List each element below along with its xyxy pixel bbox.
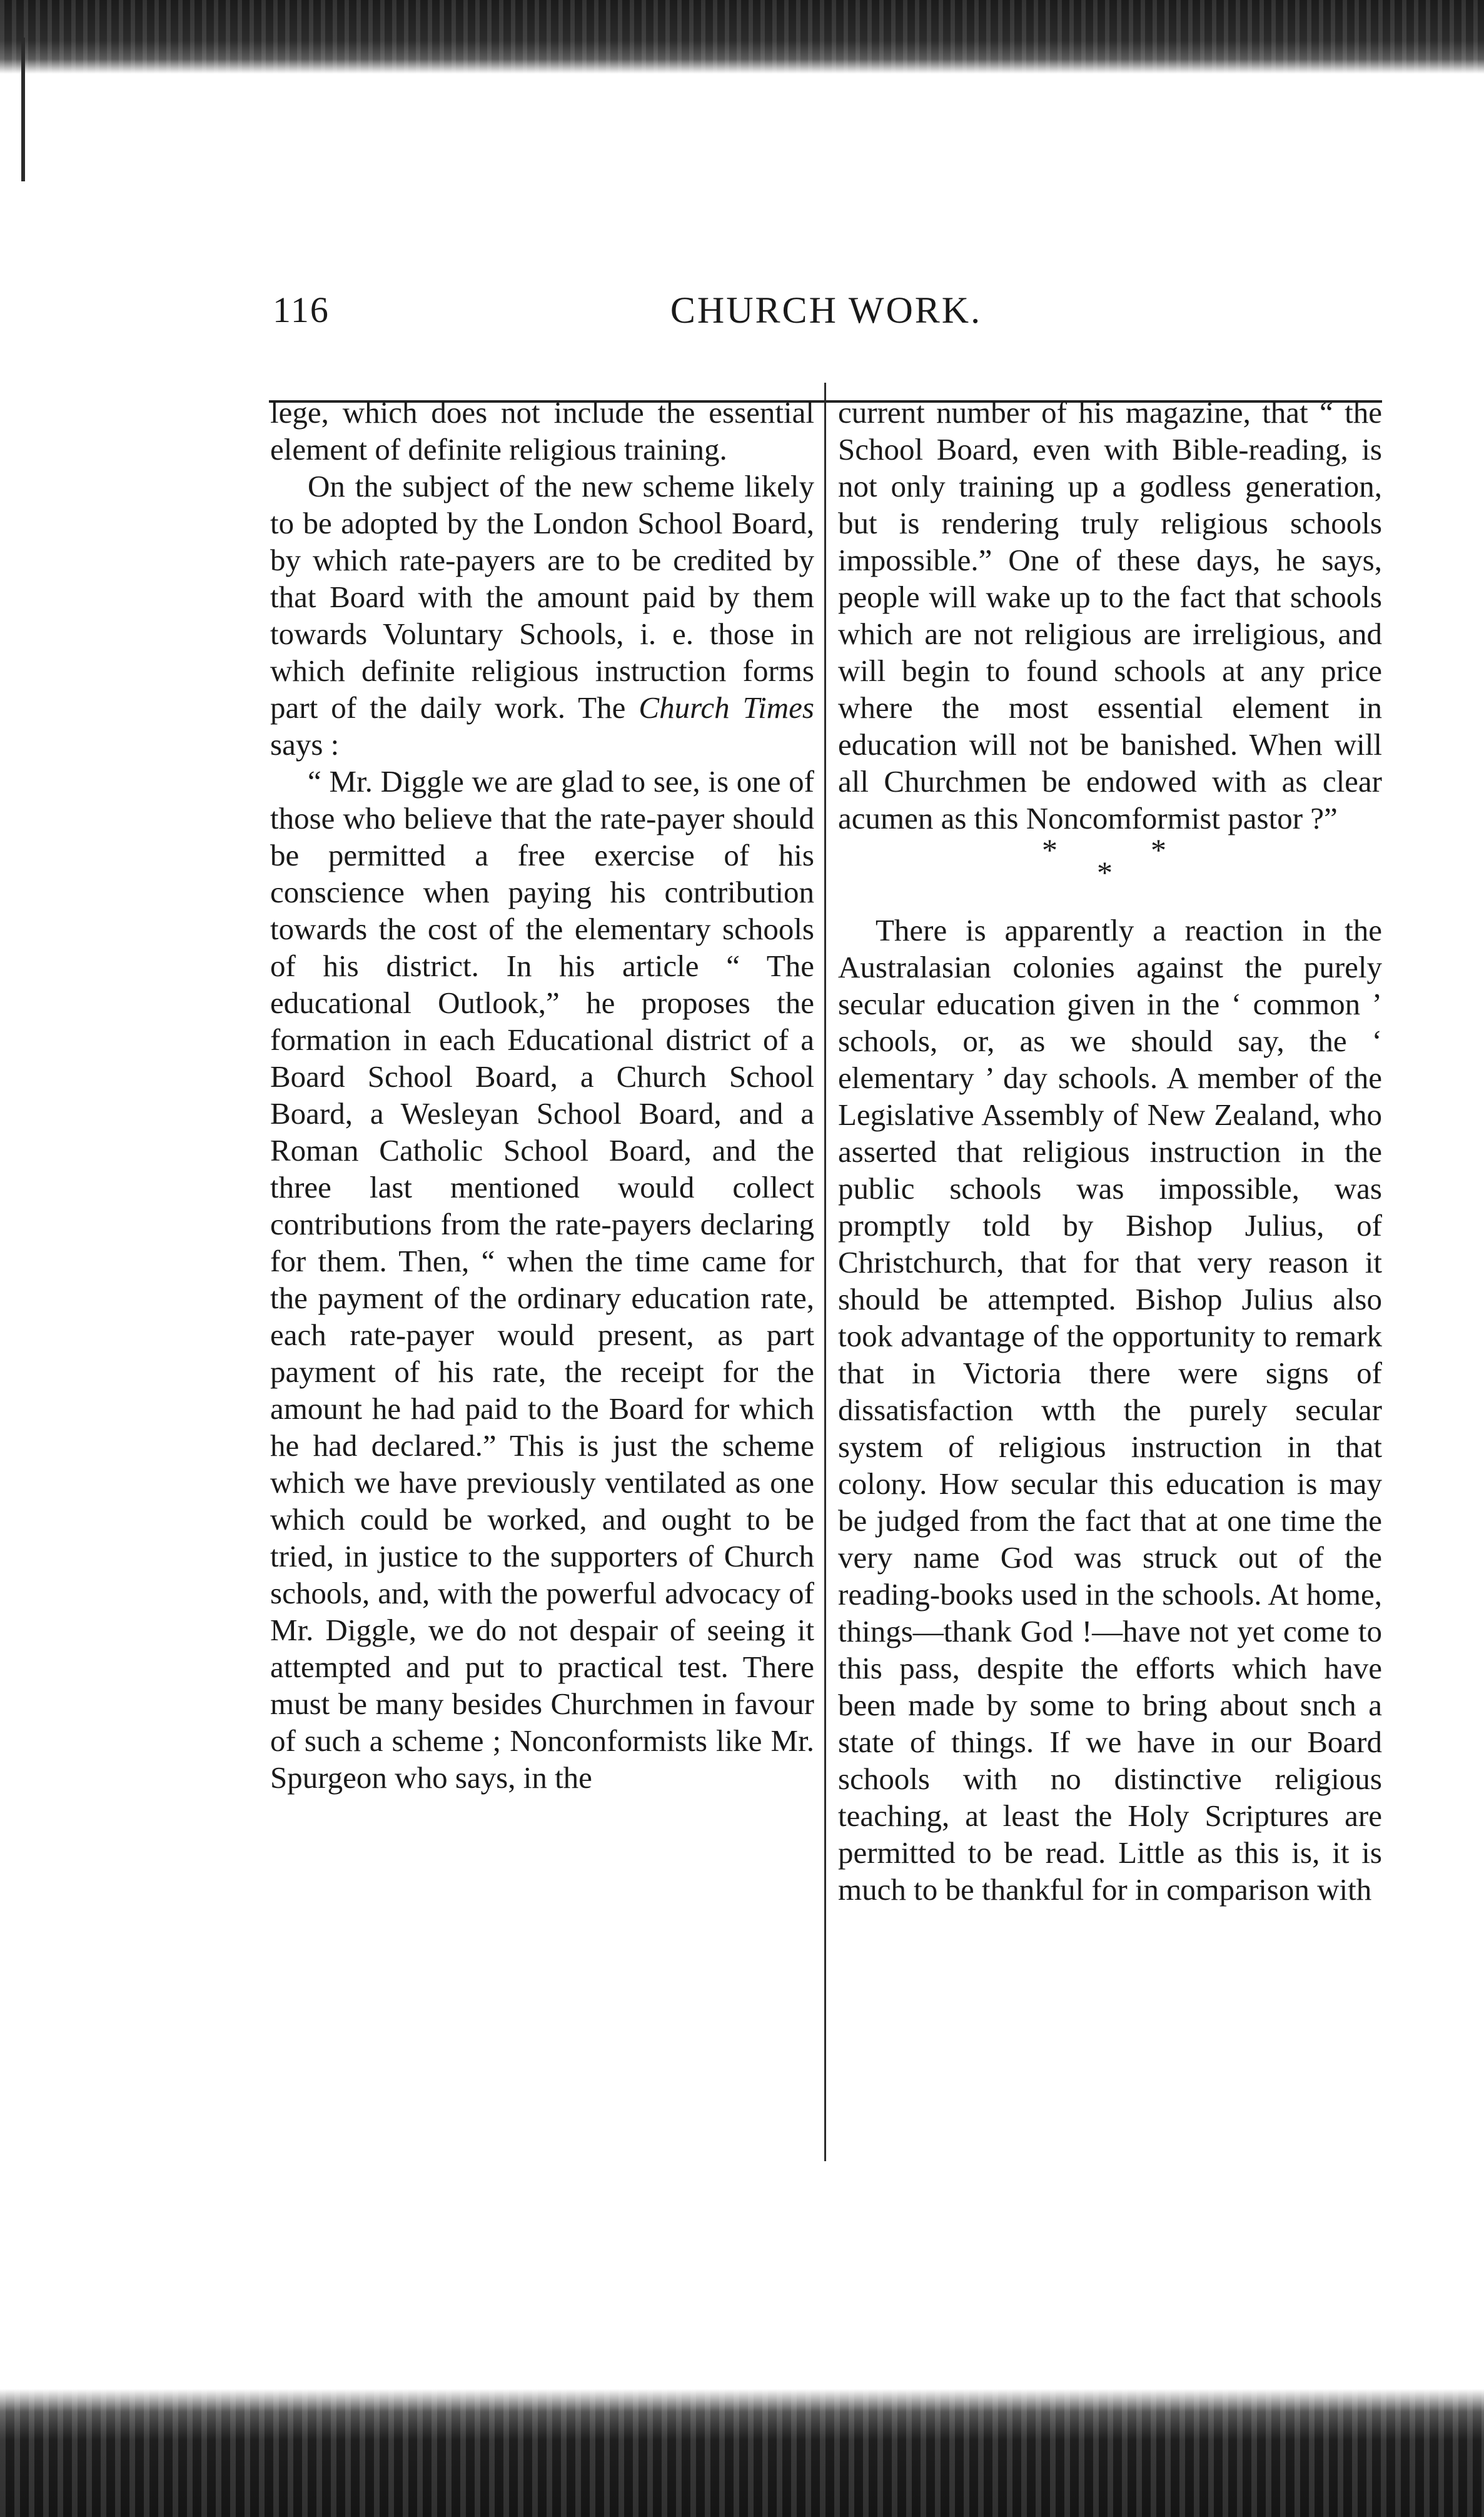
running-head <box>273 289 1380 345</box>
left-paragraph-2 <box>270 468 814 763</box>
left-column <box>270 394 814 1796</box>
right-paragraph-2: There is apparently a reaction in the Australasian colonies against the purely secular education given in the ‘ common ’ schools, or, as we should say, the ‘ elementary ’ day schools. A member of the Legislative Assembly of New Zealand, who asserted that religious instruction in the public schools was impossible, was promptly told by Bishop Julius, of Christchurch, that for that very reason it should be attempted. Bishop Julius also took advantage of the opportunity to remark that in Victoria there were signs of dissatisfaction wtth the purely secular system of religious instruction in that colony. How secular this education is may be judged from the fact that at one time the very name God was struck out of the reading-books used in the schools. At home, things—thank God !—have not yet come to this pass, despite the efforts which have been made by some to bring about snch a state of things. If we have in our Board schools with no distinctive religious teaching, at least the Holy Scriptures are permitted to be read. Little as this is, it is much to be thankful for in comparison with <box>838 913 1382 1907</box>
scan-border-top <box>0 0 1484 74</box>
page-number: 116 <box>273 290 330 330</box>
section-break-asterisks <box>838 832 1382 912</box>
scan-border-bottom <box>0 2389 1484 2517</box>
scan-edge-left <box>21 38 25 181</box>
left-paragraph-1: lege, which does not include the essential element of definite religious training. <box>270 395 814 467</box>
left-paragraph-2-text: On the subject of the new scheme likely to be adopted by the London School Board, by which rate-payers are to be credited by that Board with the amount paid by them towards Voluntary Schools, i. e. those in which definite religious instruction forms part of the daily work. The <box>270 469 814 725</box>
right-paragraph-1: current number of his magazine, that “ the School Board, even with Bible-reading, is not only training up a godless generation, but is rendering truly religious schools impossible.” One of these days, he says, people will wake up to the fact that schools which are not religious are irreligious, and will begin to found schools at any price where the most essential element in education will not be banished. When will all Churchmen be endowed with as clear acumen as this Noncomformist pastor ?” <box>838 395 1382 835</box>
asterisk-2: * <box>1151 832 1166 867</box>
right-column <box>838 394 1382 1908</box>
left-paragraph-3: “ Mr. Diggle we are glad to see, is one of those who believe that the rate-payer should be permitted a free exercise of his conscience when paying his contribution towards the cost of the elementary schools of his district. In his article “ The educational Outlook,” he proposes the formation in each Educational district of a Board School Board, a Church School Board, a Wesleyan School Board, and a Roman Catholic School Board, and the three last mentioned would collect contributions from the rate-payers declaring for them. Then, “ when the time came for the payment of the ordinary education rate, each rate-payer would present, as part payment of his rate, the receipt for the amount he had paid to the Board for which he had declared.” This is just the scheme which we have previously ventilated as one which could be worked, and ought to be tried, in justice to the supporters of Church schools, and, with the powerful advocacy of Mr. Diggle, we do not despair of seeing it attempted and put to practical test. There must be many besides Churchmen in favour of such a scheme ; Nonconformists like Mr. Spurgeon who says, in the <box>270 764 814 1795</box>
left-paragraph-2-end: says : <box>270 727 340 762</box>
asterisk-1: * <box>1042 832 1057 867</box>
journal-title: CHURCH WORK. <box>670 290 982 331</box>
newspaper-title: Church Times <box>639 690 815 725</box>
asterisk-3: * <box>1097 855 1113 890</box>
column-divider <box>824 383 826 2161</box>
